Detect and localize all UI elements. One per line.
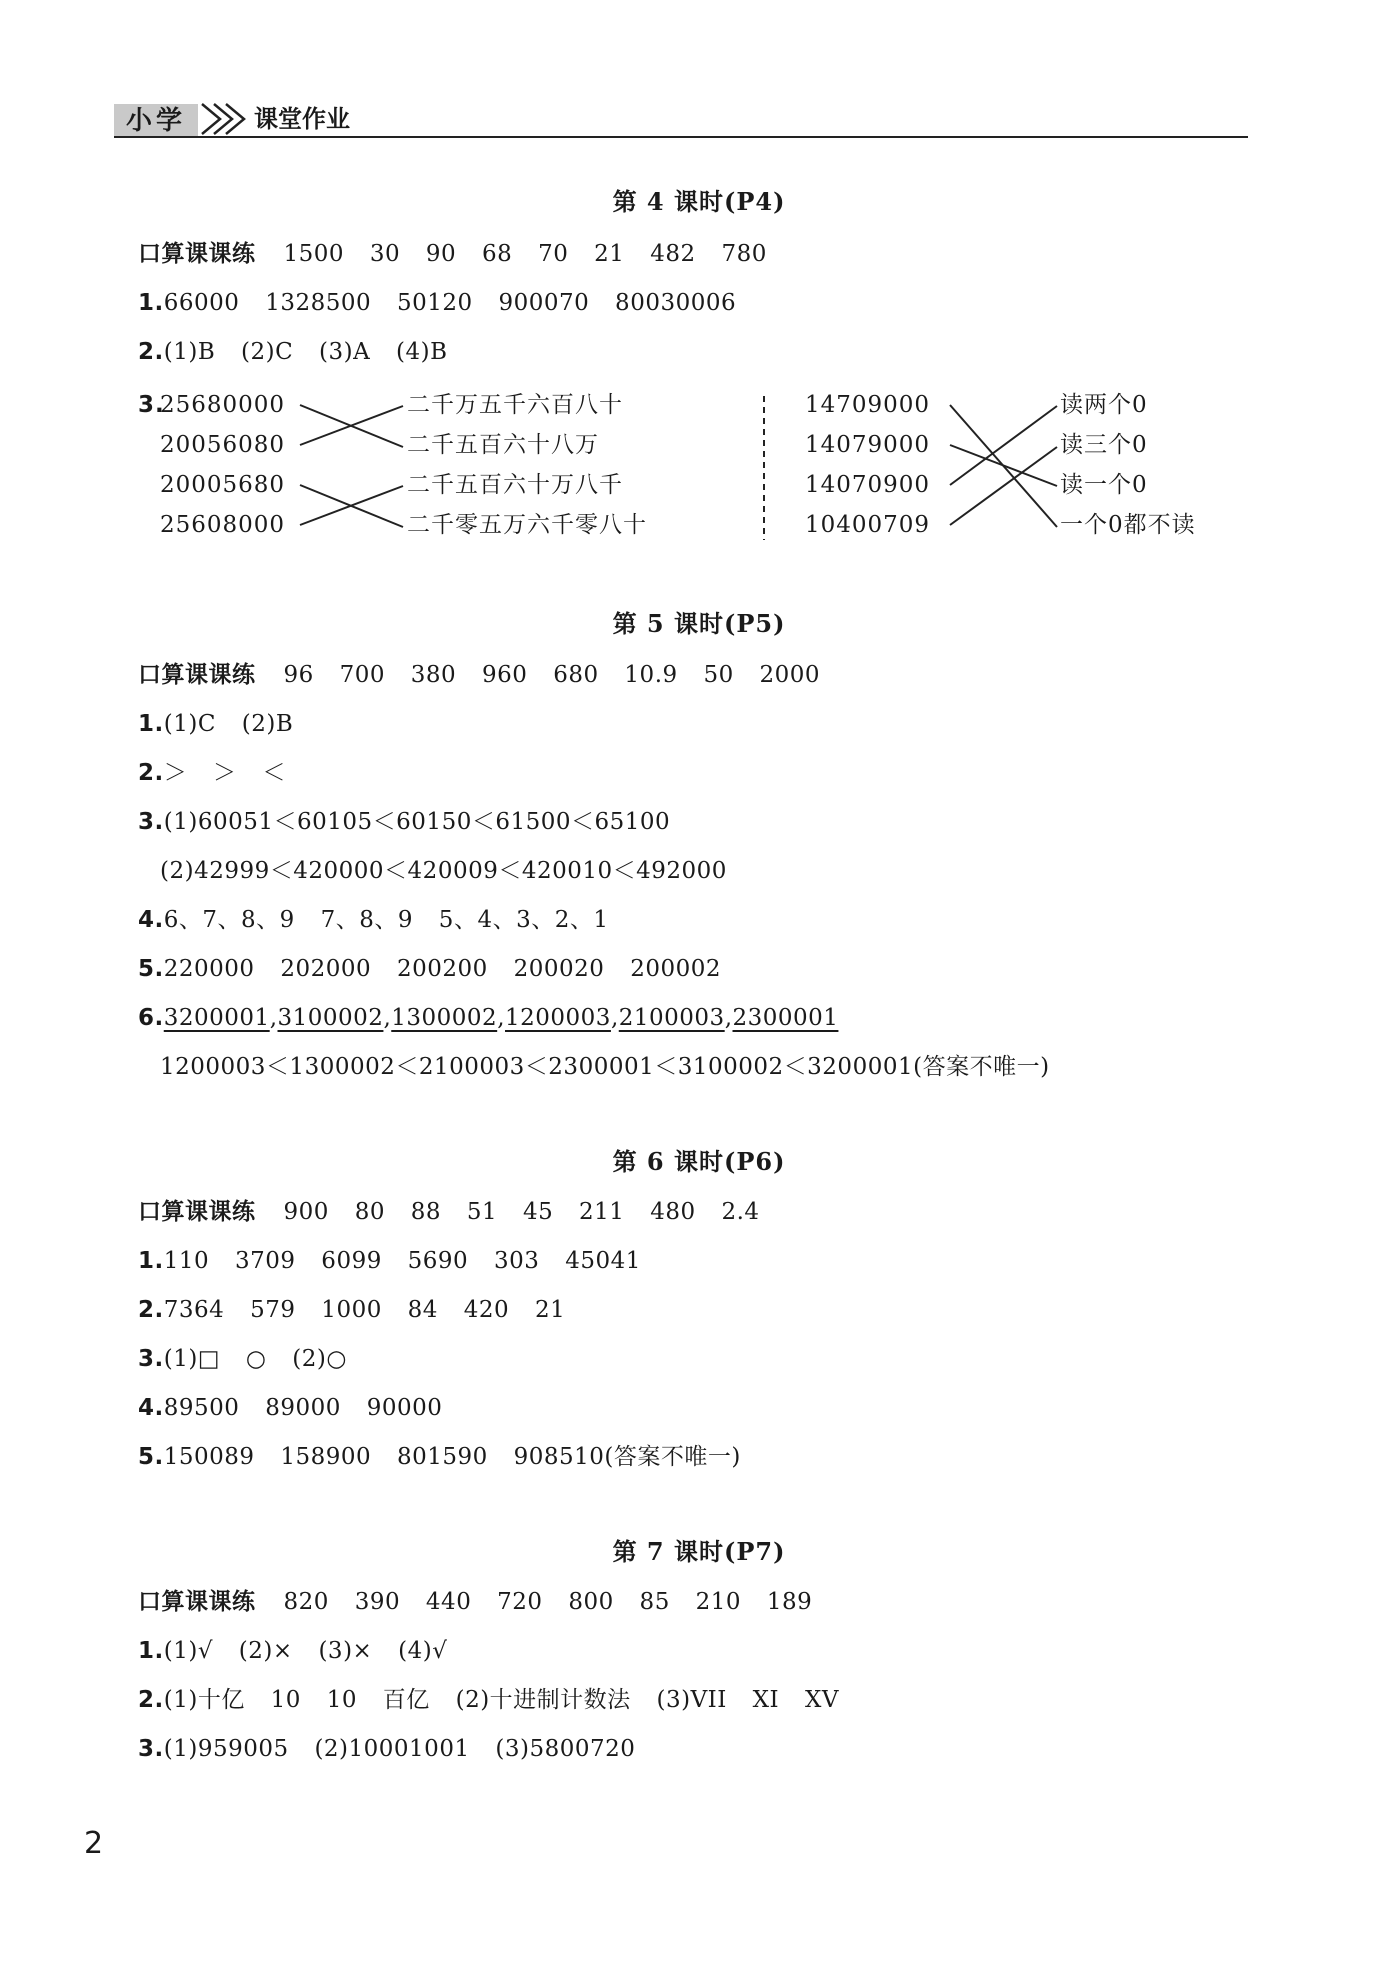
underlined-number: 3100002 [277,1005,384,1031]
q-number: 1. [138,1248,164,1274]
s6-q3 [138,1343,347,1375]
q-number: 3. [138,1736,164,1762]
kousuan-label: 口算课课练 [138,241,256,267]
page-number: 2 [84,1826,104,1861]
separator: , [724,1005,733,1031]
match-left-word: 二千零五万六千零八十 [407,512,647,538]
s6-q3-answer: (1)□ ○ (2)○ [163,1346,347,1372]
s4-kousuan-values: 1500 30 90 68 70 21 482 780 [283,241,767,267]
s5-q6 [138,1002,838,1034]
s4-kousuan-line [138,238,767,270]
match-line [300,485,403,527]
double-chevron-icon [198,100,254,138]
s5-q4-answer: 6、7、8、9 7、8、9 5、4、3、2、1 [163,907,609,933]
section-title-6: 第 6 课时(P6) [612,1147,786,1176]
s5-q2 [138,757,286,789]
match-right-number: 14079000 [805,432,931,458]
s5-kousuan-values: 96 700 380 960 680 10.9 50 2000 [283,662,821,688]
separator: , [269,1005,278,1031]
s7-q3 [138,1733,635,1765]
s7-q3-answer: (1)959005 (2)10001001 (3)5800720 [163,1736,636,1762]
match-line [950,445,1057,486]
q-number: 4. [138,907,164,933]
s5-q4 [138,904,608,936]
s5-kousuan-line [138,659,820,691]
s5-q6-line2: 1200003＜1300002＜2100003＜2300001＜3100002＜3200001(答案不唯一) [160,1054,1050,1080]
underlined-number: 1300002 [391,1005,498,1031]
q-number: 3. [138,809,164,835]
s6-q4-answer: 89500 89000 90000 [163,1395,443,1421]
q-number: 1. [138,711,164,737]
s7-q1-answer: (1)√ (2)× (3)× (4)√ [163,1638,448,1664]
header-title: 课堂作业 [254,105,350,133]
s7-q2-answer: (1)十亿 10 10 百亿 (2)十进制计数法 (3)VII XI XV [163,1687,839,1713]
s5-q3 [138,806,670,838]
q-number: 2. [138,1687,164,1713]
underlined-number: 3200001 [163,1005,270,1031]
q-number: 2. [138,1297,164,1323]
underlined-number: 2300001 [732,1005,839,1031]
s5-q5 [138,953,721,985]
match-right-number: 10400709 [805,512,931,538]
match-line [950,447,1057,525]
q-number: 4. [138,1395,164,1421]
match-line [950,405,1057,527]
q-number: 3. [138,392,165,418]
s5-q5-answer: 220000 202000 200200 200020 200002 [163,956,721,982]
q-number: 1. [138,290,164,316]
match-left-number: 25608000 [160,512,286,538]
underlined-number: 2100003 [618,1005,725,1031]
kousuan-label: 口算课课练 [138,1199,256,1225]
match-right-word: 一个0都不读 [1060,512,1196,538]
q-number: 1. [138,1638,164,1664]
kousuan-label: 口算课课练 [138,662,256,688]
s4-q2 [138,336,448,368]
q-number: 5. [138,1444,164,1470]
match-right-number: 14070900 [805,472,931,498]
s6-kousuan-values: 900 80 88 51 45 211 480 2.4 [283,1199,760,1225]
s4-q1-answer: 66000 1328500 50120 900070 80030006 [163,290,737,316]
match-right-word: 读三个0 [1060,432,1148,458]
header-rule [114,136,1248,138]
section-title-7: 第 7 课时(P7) [612,1537,786,1566]
s6-q5 [138,1441,741,1473]
s6-q4 [138,1392,442,1424]
s4-q2-answer: (1)B (2)C (3)A (4)B [163,339,448,365]
section-title-5: 第 5 课时(P5) [612,609,786,638]
match-line [300,406,403,445]
match-left-word: 二千五百六十八万 [407,432,599,458]
match-left-number: 20005680 [160,472,286,498]
match-line [950,406,1057,485]
match-line [300,486,403,525]
separator: , [383,1005,392,1031]
s6-q2 [138,1294,565,1326]
match-left-word: 二千万五千六百八十 [407,392,623,418]
q-number: 6. [138,1005,164,1031]
s7-kousuan-values: 820 390 440 720 800 85 210 189 [283,1589,813,1615]
s5-q2-answer: ＞ ＞ ＜ [163,760,286,786]
match-right-number: 14709000 [805,392,931,418]
s6-q2-answer: 7364 579 1000 84 420 21 [163,1297,566,1323]
match-left-word: 二千五百六十万八千 [407,472,623,498]
page-header [114,98,1248,138]
separator: , [610,1005,619,1031]
s7-kousuan-line [138,1586,812,1618]
match-line [300,405,403,447]
q-number: 5. [138,956,164,982]
section-title-4: 第 4 课时(P4) [612,187,786,216]
match-left-number: 25680000 [160,392,286,418]
q-number: 2. [138,760,164,786]
s5-q3-answer-1: (1)60051＜60105＜60150＜61500＜65100 [163,809,671,835]
s7-q1 [138,1635,447,1667]
s5-q1 [138,708,293,740]
q-number: 3. [138,1346,164,1372]
match-right-word: 读一个0 [1060,472,1148,498]
match-left-number: 20056080 [160,432,286,458]
header-grade: 小学 [114,104,198,138]
underlined-number: 1200003 [505,1005,611,1031]
separator: , [497,1005,505,1031]
s6-kousuan-line [138,1196,760,1228]
s5-q3-line2: (2)42999＜420000＜420009＜420010＜492000 [160,858,727,884]
kousuan-label: 口算课课练 [138,1589,256,1615]
s6-q1-answer: 110 3709 6099 5690 303 45041 [163,1248,641,1274]
s4-q1 [138,287,736,319]
s5-q1-answer: (1)C (2)B [163,711,294,737]
q-number: 2. [138,339,164,365]
match-right-word: 读两个0 [1060,392,1148,418]
s6-q1 [138,1245,641,1277]
s6-q5-answer: 150089 158900 801590 908510(答案不唯一) [163,1444,741,1470]
s7-q2 [138,1684,839,1716]
